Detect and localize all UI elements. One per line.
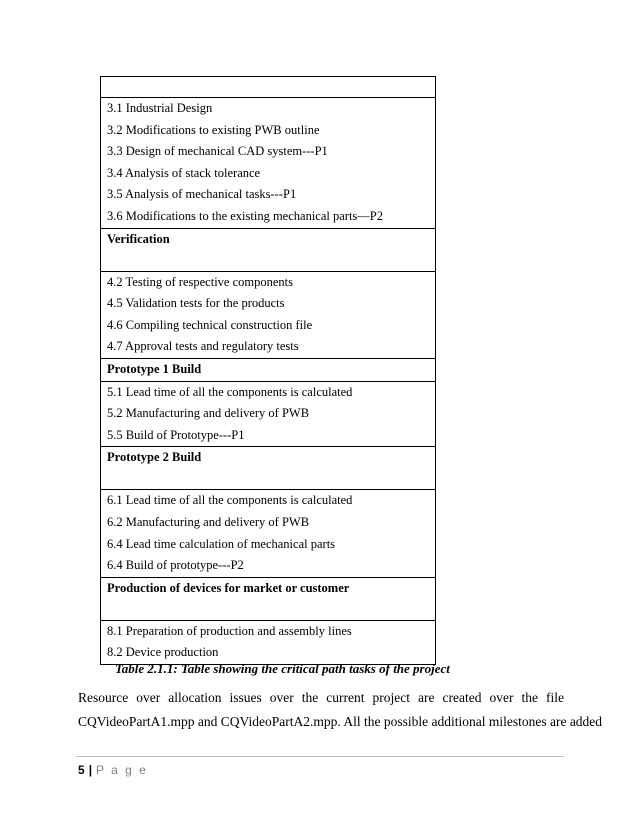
table-row [101,228,436,271]
table-row [101,381,436,447]
table-row [101,620,436,664]
section-heading: Production of devices for market or customer [101,577,436,620]
critical-path-table [100,76,436,665]
task-item: 3.3 Design of mechanical CAD system---P1 [107,144,328,159]
task-item: 4.5 Validation tests for the products [107,296,285,311]
task-item: 5.5 Build of Prototype---P1 [107,427,245,442]
page-label: P a g e [96,763,148,777]
page-number: 5 [78,763,85,777]
section-heading: Prototype 1 Build [101,358,436,381]
table-header-row [101,77,436,98]
task-item: 3.6 Modifications to the existing mechanical parts—P2 [107,208,383,223]
task-item: 3.2 Modifications to existing PWB outline [107,122,320,137]
table-caption: Table 2.1.1: Table showing the critical path tasks of the project [115,661,450,676]
task-item: 4.2 Testing of respective components [107,274,294,289]
footer-separator: | [88,763,93,777]
table-row [101,271,436,358]
body-paragraph-line: CQVideoPartA1.mpp and CQVideoPartA2.mpp. All the possible additional milestones are added [78,714,603,729]
page-footer [78,763,148,777]
body-paragraph-line: Resource over allocation issues over the current project are created over the file [78,690,564,705]
task-item: 5.1 Lead time of all the components is calculated [107,384,353,399]
task-item: 3.5 Analysis of mechanical tasks---P1 [107,187,297,202]
task-item: 4.6 Compiling technical construction file [107,317,313,332]
task-item: 6.4 Lead time calculation of mechanical parts [107,536,336,551]
section-heading: Prototype 2 Build [101,447,436,490]
empty-header-cell [101,77,436,98]
task-item: 4.7 Approval tests and regulatory tests [107,339,299,354]
table-row [101,358,436,381]
section-heading: Verification [101,228,436,271]
task-item: 3.1 Industrial Design [107,101,213,115]
task-item: 5.2 Manufacturing and delivery of PWB [107,406,310,421]
table-row [101,577,436,620]
table-row [101,490,436,577]
table-row [101,447,436,490]
table-row [101,98,436,229]
task-item: 6.4 Build of prototype---P2 [107,558,244,573]
footer-divider [76,756,564,757]
task-item: 8.2 Device production [107,645,219,660]
task-item: 3.4 Analysis of stack tolerance [107,165,261,180]
task-item: 8.1 Preparation of production and assembly lines [107,623,352,638]
task-item: 6.1 Lead time of all the components is calculated [107,493,353,508]
task-item: 6.2 Manufacturing and delivery of PWB [107,514,310,529]
